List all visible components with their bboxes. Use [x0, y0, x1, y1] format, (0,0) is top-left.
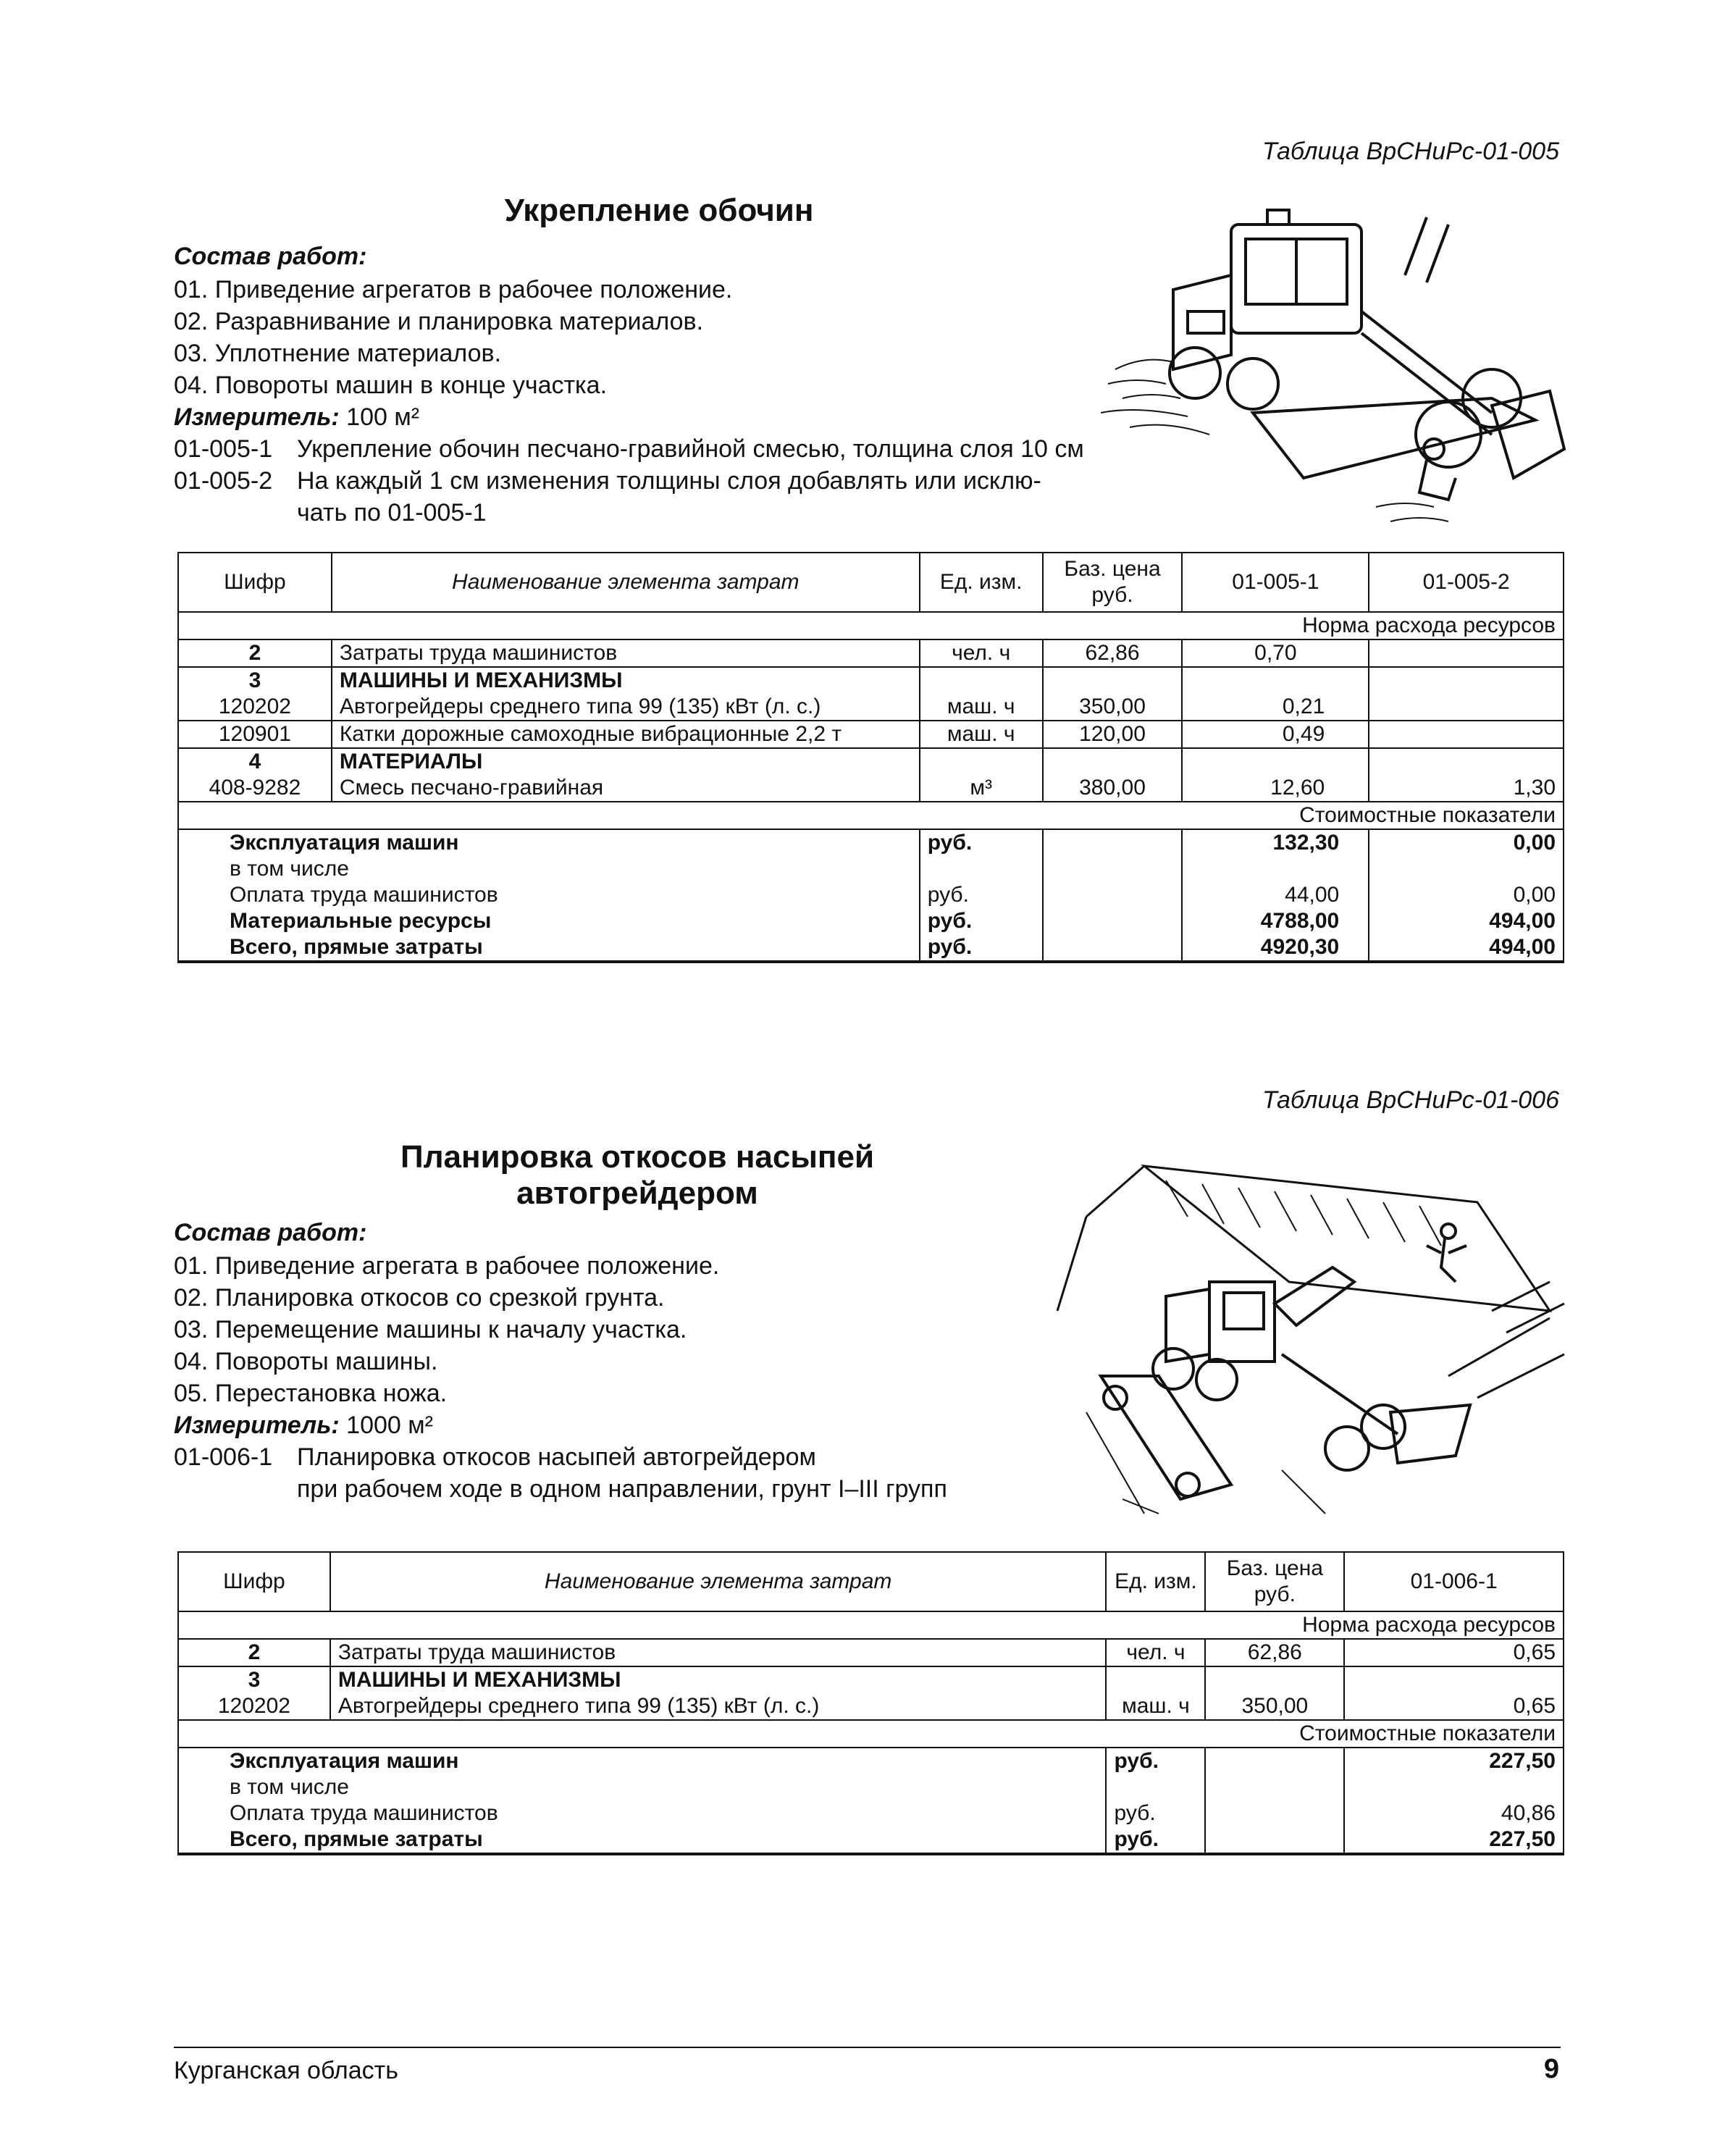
table-row: 408-9282 Смесь песчано-гравийная м³ 380,00 12,60 1,30: [178, 775, 1564, 802]
operations-list-005: [174, 274, 1084, 529]
cost-row: Эксплуатация машин руб. 132,30 0,00: [178, 829, 1564, 856]
cost-row: Эксплуатация машин руб. 227,50: [178, 1748, 1564, 1774]
table-row: 3 МАШИНЫ И МЕХАНИЗМЫ: [178, 667, 1564, 694]
item-code: 01-006-1: [174, 1443, 273, 1471]
norm-band-row: [178, 1611, 1564, 1639]
operation-item: 02. Планировка откосов со срезкой грунта.: [174, 1284, 665, 1312]
table-header-row: [178, 1552, 1564, 1611]
item-text: при рабочем ходе в одном направлении, грунт I–III групп: [297, 1475, 947, 1503]
col-header-shifr: Шифр: [178, 553, 332, 612]
sostav-label-006: Состав работ:: [174, 1219, 367, 1246]
item-line: [174, 433, 1084, 465]
footer-region: Курганская область: [174, 2057, 398, 2084]
norm-label: Норма расхода ресурсов: [1205, 1611, 1564, 1639]
cost-band-row: [178, 802, 1564, 829]
table-row: 2 Затраты труда машинистов чел. ч 62,86 0,70: [178, 639, 1564, 667]
cost-label: Стоимостные показатели: [1182, 802, 1564, 829]
section-title-line: Планировка откосов насыпей: [400, 1139, 875, 1175]
table-row: 3 МАШИНЫ И МЕХАНИЗМЫ: [178, 1666, 1564, 1693]
footer-rule: [174, 2047, 1561, 2048]
cost-table-006: [177, 1551, 1564, 1855]
cost-row: Всего, прямые затраты руб. 227,50: [178, 1826, 1564, 1854]
col-header-name: Наименование элемента затрат: [330, 1552, 1107, 1611]
cost-row: в том числе: [178, 1774, 1564, 1800]
col-header-unit: Ед. изм.: [920, 553, 1043, 612]
motor-grader-illustration: [1086, 203, 1579, 536]
item-text: Укрепление обочин песчано-гравийной смесью, толщина слоя 10 см: [297, 435, 1084, 463]
operation-item: 04. Повороты машины.: [174, 1348, 438, 1375]
table-label-006: Таблица ВрСНиРс-01-006: [1262, 1086, 1559, 1114]
col-header-name: Наименование элемента затрат: [332, 553, 920, 612]
cost-table-005: [177, 552, 1564, 963]
item-text: На каждый 1 см изменения толщины слоя добавлять или исклю-: [297, 467, 1041, 495]
table-row: 2 Затраты труда машинистов чел. ч 62,86 0,65: [178, 1639, 1564, 1666]
measure-label: Измеритель:: [174, 1412, 340, 1439]
section-title-006: [362, 1139, 912, 1212]
cost-row: Материальные ресурсы руб. 4788,00 494,00: [178, 908, 1564, 934]
section-title-005: Укрепление обочин: [504, 193, 814, 228]
measure-value: 1000 м²: [339, 1412, 433, 1439]
table-row: 4 МАТЕРИАЛЫ: [178, 748, 1564, 775]
table-label-005: Таблица ВрСНиРс-01-005: [1262, 138, 1559, 165]
operation-item: 01. Приведение агрегатов в рабочее положение.: [174, 276, 733, 303]
measure-line: [174, 1409, 947, 1441]
operation-item: 02. Разравнивание и планировка материалов.: [174, 308, 704, 335]
table-row: 120202 Автогрейдеры среднего типа 99 (135) кВт (л. с.) маш. ч 350,00 0,65: [178, 1693, 1564, 1720]
cost-label: Стоимостные показатели: [1205, 1720, 1564, 1748]
item-line: [174, 465, 1084, 497]
table-header-row: [178, 553, 1564, 612]
cost-row: в том числе: [178, 856, 1564, 882]
operations-list-006: [174, 1250, 947, 1505]
norm-band-row: [178, 612, 1564, 639]
item-code: 01-005-1: [174, 435, 273, 463]
cost-row: Оплата труда машинистов руб. 40,86: [178, 1800, 1564, 1826]
cost-row: Всего, прямые затраты руб. 4920,30 494,00: [178, 934, 1564, 962]
col-header-price: Баз. цена руб.: [1043, 553, 1183, 612]
col-header-col1: 01-006-1: [1344, 1552, 1564, 1611]
operation-item: 01. Приведение агрегата в рабочее положение.: [174, 1252, 720, 1280]
col-header-col1: 01-005-1: [1182, 553, 1369, 612]
slope-grader-illustration: [1043, 1137, 1572, 1528]
col-header-col2: 01-005-2: [1369, 553, 1564, 612]
measure-label: Измеритель:: [174, 403, 340, 431]
col-header-shifr: Шифр: [178, 1552, 330, 1611]
sostav-label-005: Состав работ:: [174, 243, 367, 270]
item-code: 01-005-2: [174, 467, 273, 495]
table-row: 120901 Катки дорожные самоходные вибрационные 2,2 т маш. ч 120,00 0,49: [178, 721, 1564, 748]
page-number: 9: [1543, 2054, 1559, 2084]
measure-value: 100 м²: [339, 403, 420, 431]
operation-item: 05. Перестановка ножа.: [174, 1380, 448, 1407]
operation-item: 03. Уплотнение материалов.: [174, 340, 502, 367]
col-header-unit: Ед. изм.: [1106, 1552, 1205, 1611]
cost-row: Оплата труда машинистов руб. 44,00 0,00: [178, 882, 1564, 908]
item-line-cont: [174, 1473, 947, 1505]
cost-band-row: [178, 1720, 1564, 1748]
section-title-line: автогрейдером: [516, 1175, 758, 1211]
item-text: чать по 01-005-1: [297, 499, 487, 527]
norm-label: Норма расхода ресурсов: [1182, 612, 1564, 639]
col-header-price: Баз. цена руб.: [1205, 1552, 1344, 1611]
table-row: 120202 Автогрейдеры среднего типа 99 (135) кВт (л. с.) маш. ч 350,00 0,21: [178, 694, 1564, 721]
item-line-cont: [174, 497, 1084, 529]
measure-line: [174, 401, 1084, 433]
operation-item: 03. Перемещение машины к началу участка.: [174, 1316, 687, 1343]
operation-item: 04. Повороты машин в конце участка.: [174, 372, 608, 399]
item-line: [174, 1441, 947, 1473]
item-text: Планировка откосов насыпей автогрейдером: [297, 1443, 816, 1471]
